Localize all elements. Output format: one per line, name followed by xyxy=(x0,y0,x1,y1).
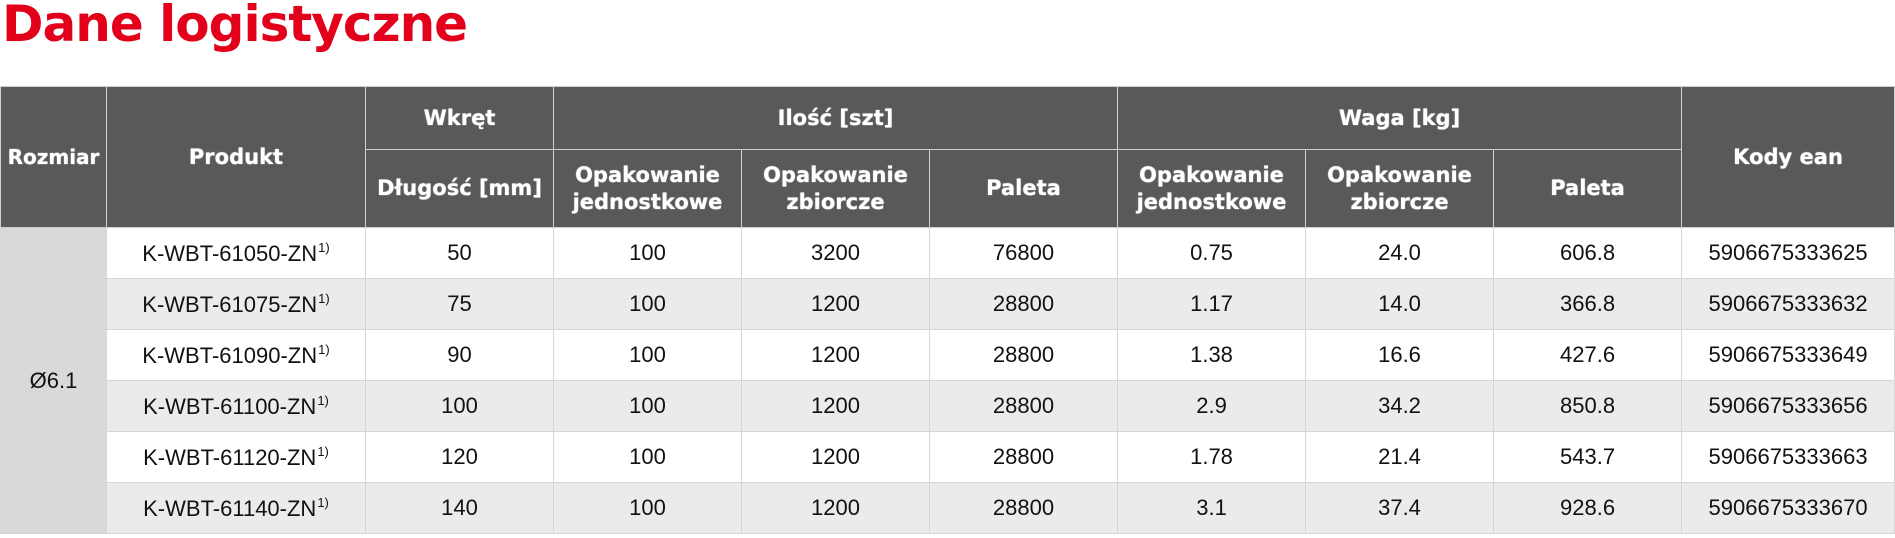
qty-unit-cell: 100 xyxy=(554,483,742,534)
header-rozmiar: Rozmiar xyxy=(1,87,107,228)
table-row xyxy=(1,432,1895,483)
weight-pallet-cell: 606.8 xyxy=(1494,228,1682,279)
ean-cell: 5906675333656 xyxy=(1682,381,1895,432)
logistics-table xyxy=(0,86,1895,534)
footnote-mark: 1) xyxy=(318,341,330,357)
length-cell: 100 xyxy=(366,381,554,432)
table-row xyxy=(1,483,1895,534)
length-cell: 120 xyxy=(366,432,554,483)
weight-bulk-cell: 34.2 xyxy=(1306,381,1494,432)
qty-pallet-cell: 76800 xyxy=(930,228,1118,279)
qty-pallet-cell: 28800 xyxy=(930,381,1118,432)
length-cell: 90 xyxy=(366,330,554,381)
qty-bulk-cell: 1200 xyxy=(742,432,930,483)
weight-unit-cell: 1.78 xyxy=(1118,432,1306,483)
product-cell: K-WBT-61050-ZN$^{1)}$ xyxy=(107,228,366,279)
qty-unit-cell: 100 xyxy=(554,279,742,330)
weight-unit-cell: 3.1 xyxy=(1118,483,1306,534)
header-ilosc-paleta: Paleta xyxy=(930,150,1118,228)
weight-pallet-cell: 366.8 xyxy=(1494,279,1682,330)
footnote-mark: 1) xyxy=(317,392,329,408)
qty-pallet-cell: 28800 xyxy=(930,279,1118,330)
ean-cell: 5906675333663 xyxy=(1682,432,1895,483)
header-dlugosc: Długość [mm] xyxy=(366,150,554,228)
table-row xyxy=(1,279,1895,330)
qty-unit-cell: 100 xyxy=(554,330,742,381)
footnote-mark: 1) xyxy=(318,239,330,255)
qty-unit-cell: 100 xyxy=(554,228,742,279)
weight-bulk-cell: 16.6 xyxy=(1306,330,1494,381)
header-waga-paleta: Paleta xyxy=(1494,150,1682,228)
qty-bulk-cell: 3200 xyxy=(742,228,930,279)
ean-cell: 5906675333632 xyxy=(1682,279,1895,330)
weight-bulk-cell: 24.0 xyxy=(1306,228,1494,279)
table-row xyxy=(1,381,1895,432)
header-waga: Waga [kg] xyxy=(1118,87,1682,150)
footnote-mark: 1) xyxy=(318,290,330,306)
header-kody-ean: Kody ean xyxy=(1682,87,1895,228)
page-title: Dane logistyczne xyxy=(2,0,468,53)
weight-unit-cell: 2.9 xyxy=(1118,381,1306,432)
qty-bulk-cell: 1200 xyxy=(742,381,930,432)
weight-bulk-cell: 21.4 xyxy=(1306,432,1494,483)
ean-cell: 5906675333670 xyxy=(1682,483,1895,534)
size-cell: Ø6.1 xyxy=(1,228,107,534)
header-produkt: Produkt xyxy=(107,87,366,228)
weight-pallet-cell: 928.6 xyxy=(1494,483,1682,534)
ean-cell: 5906675333625 xyxy=(1682,228,1895,279)
qty-unit-cell: 100 xyxy=(554,381,742,432)
length-cell: 140 xyxy=(366,483,554,534)
length-cell: 50 xyxy=(366,228,554,279)
qty-pallet-cell: 28800 xyxy=(930,432,1118,483)
qty-bulk-cell: 1200 xyxy=(742,279,930,330)
qty-pallet-cell: 28800 xyxy=(930,330,1118,381)
weight-pallet-cell: 543.7 xyxy=(1494,432,1682,483)
weight-bulk-cell: 37.4 xyxy=(1306,483,1494,534)
table-row xyxy=(1,330,1895,381)
header-ilosc-opak-jedn: Opakowanie jednostkowe xyxy=(554,150,742,228)
weight-unit-cell: 0.75 xyxy=(1118,228,1306,279)
weight-unit-cell: 1.38 xyxy=(1118,330,1306,381)
table-row xyxy=(1,228,1895,279)
product-cell: K-WBT-61090-ZN$^{1)}$ xyxy=(107,330,366,381)
header-ilosc: Ilość [szt] xyxy=(554,87,1118,150)
product-cell: K-WBT-61075-ZN$^{1)}$ xyxy=(107,279,366,330)
product-cell: K-WBT-61120-ZN$^{1)}$ xyxy=(107,432,366,483)
qty-unit-cell: 100 xyxy=(554,432,742,483)
ean-cell: 5906675333649 xyxy=(1682,330,1895,381)
footnote-mark: 1) xyxy=(317,443,329,459)
product-cell: K-WBT-61100-ZN$^{1)}$ xyxy=(107,381,366,432)
weight-bulk-cell: 14.0 xyxy=(1306,279,1494,330)
header-ilosc-opak-zb: Opakowanie zbiorcze xyxy=(742,150,930,228)
qty-pallet-cell: 28800 xyxy=(930,483,1118,534)
footnote-mark: 1) xyxy=(317,494,329,510)
weight-unit-cell: 1.17 xyxy=(1118,279,1306,330)
header-waga-opak-jedn: Opakowanie jednostkowe xyxy=(1118,150,1306,228)
header-wkret: Wkręt xyxy=(366,87,554,150)
length-cell: 75 xyxy=(366,279,554,330)
weight-pallet-cell: 427.6 xyxy=(1494,330,1682,381)
weight-pallet-cell: 850.8 xyxy=(1494,381,1682,432)
product-cell: K-WBT-61140-ZN$^{1)}$ xyxy=(107,483,366,534)
header-waga-opak-zb: Opakowanie zbiorcze xyxy=(1306,150,1494,228)
qty-bulk-cell: 1200 xyxy=(742,483,930,534)
qty-bulk-cell: 1200 xyxy=(742,330,930,381)
